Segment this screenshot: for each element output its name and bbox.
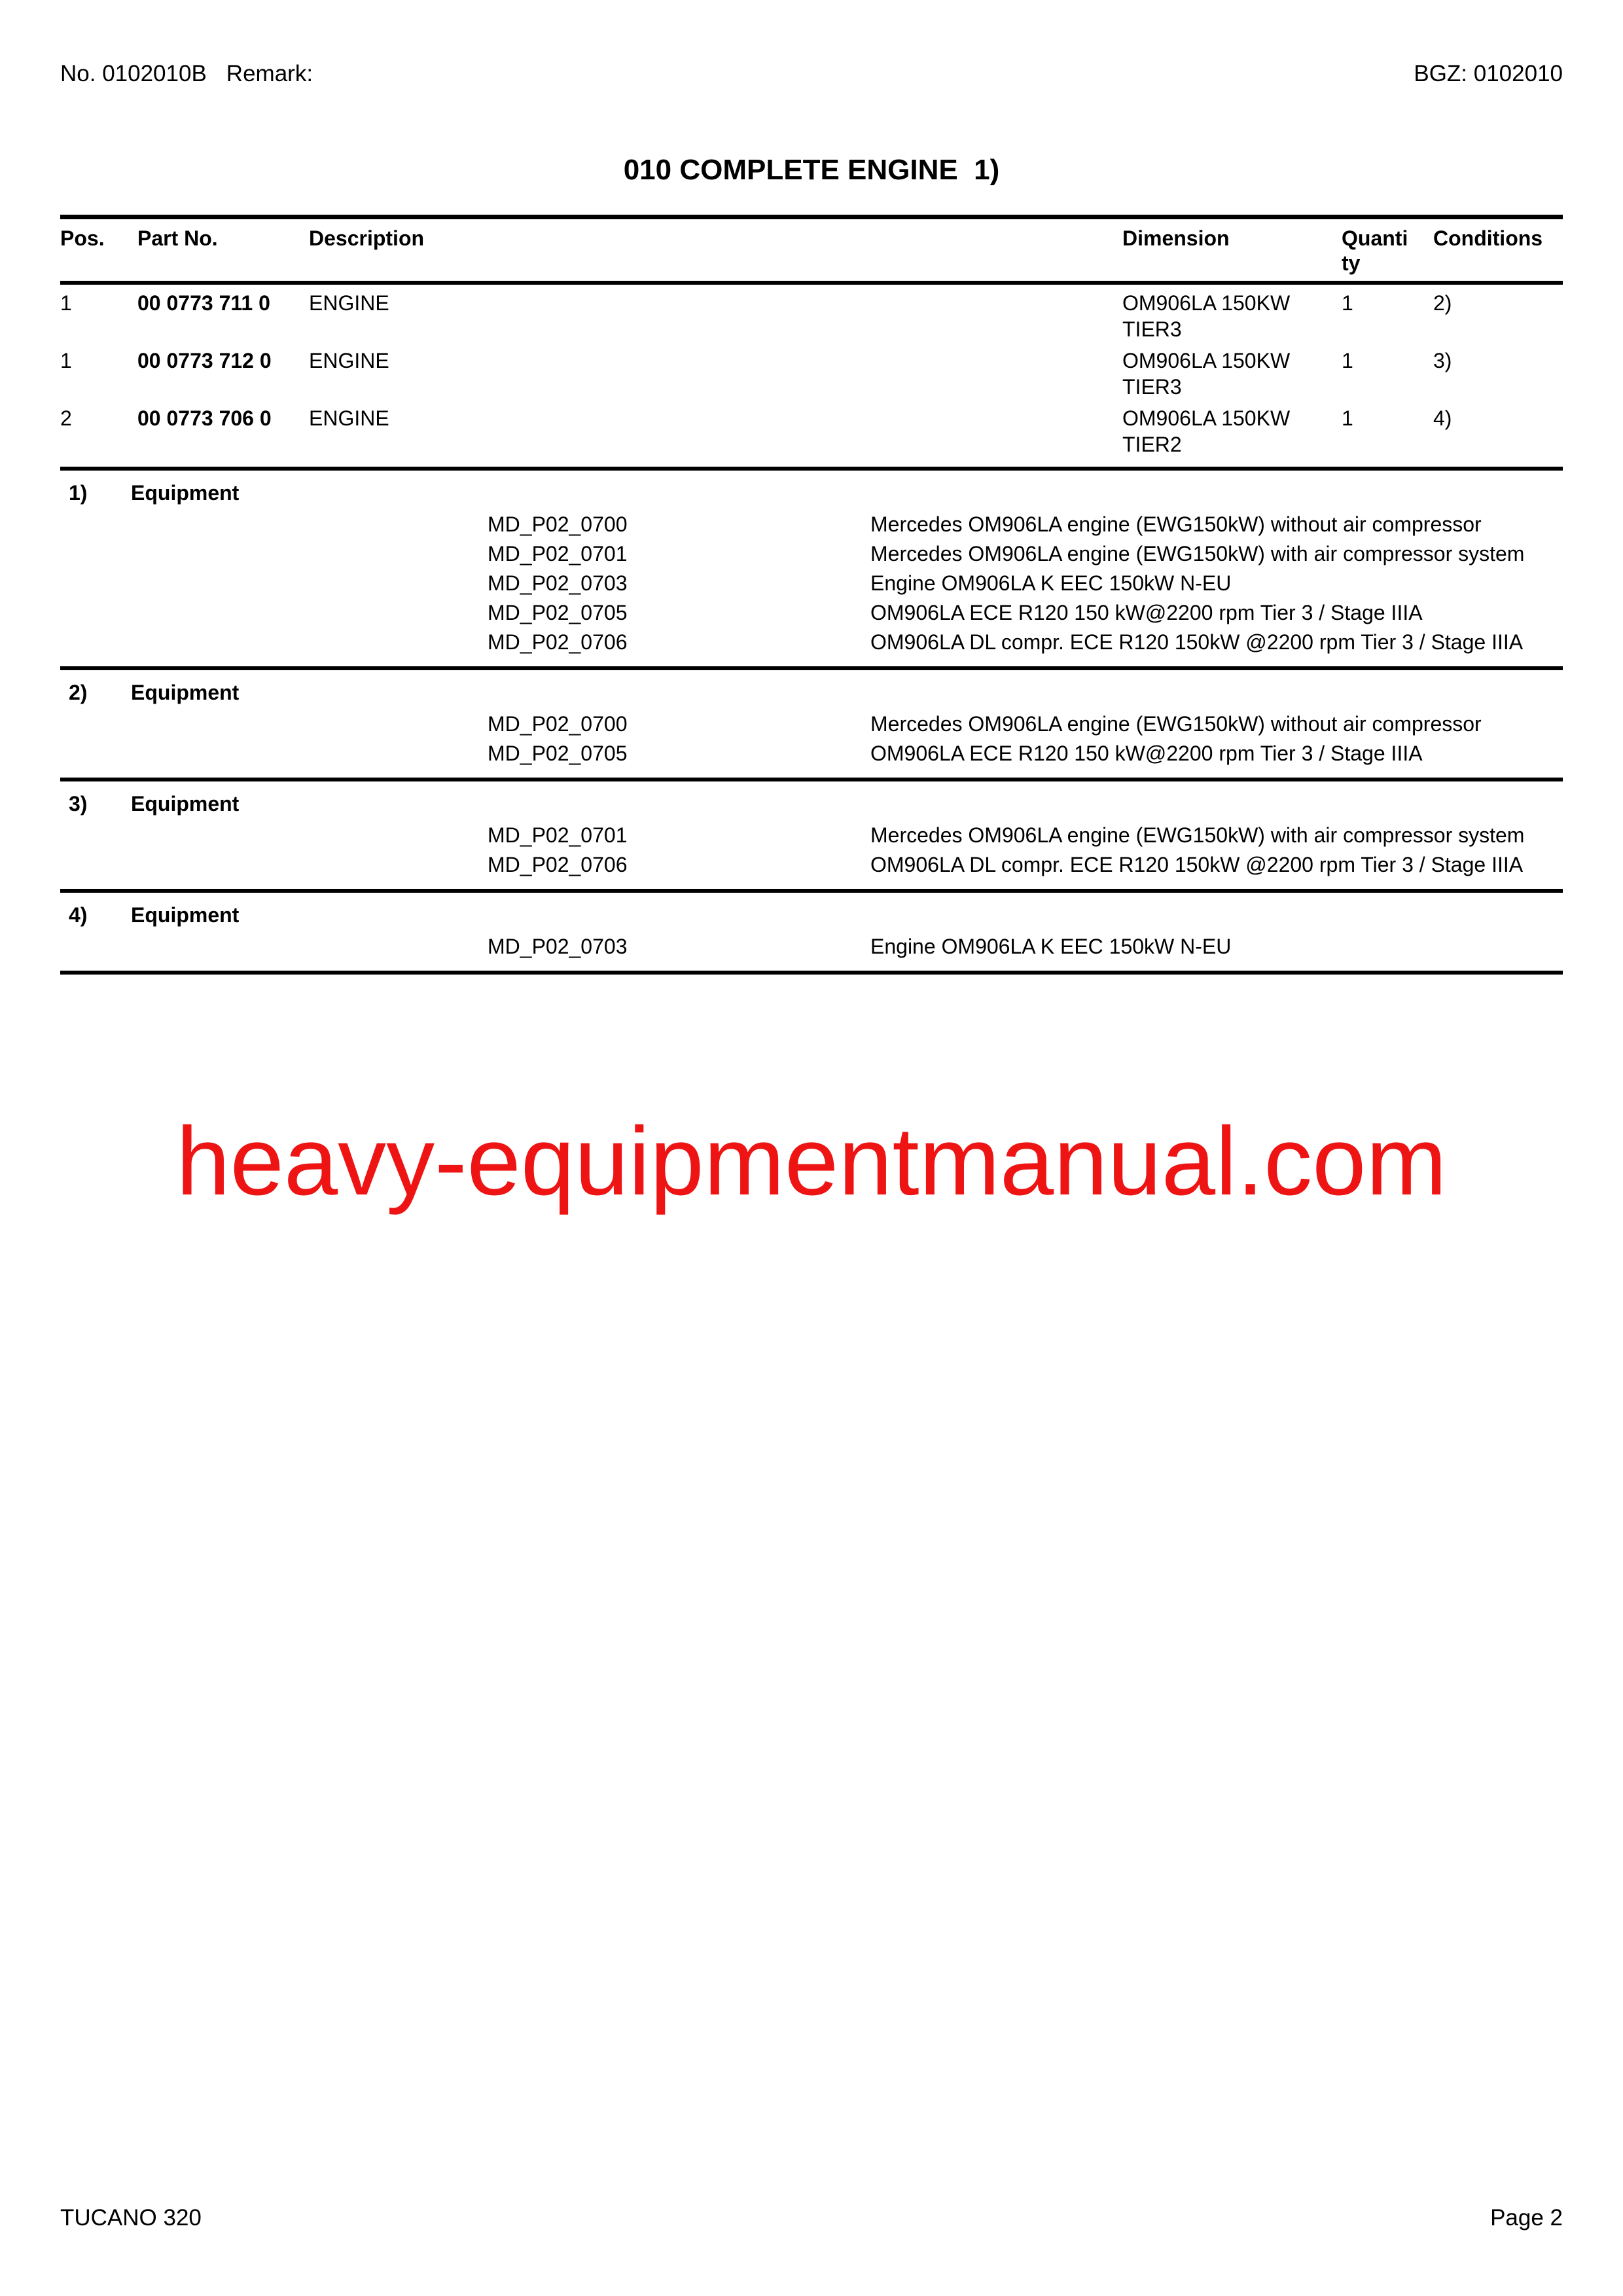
equipment-code: MD_P02_0706: [488, 630, 628, 654]
equipment-description: Mercedes OM906LA engine (EWG150kW) with air compressor system: [870, 823, 1525, 847]
list-item: [488, 821, 1563, 850]
list-item: [488, 510, 1563, 539]
equipment-section-heading: [60, 902, 1563, 928]
equipment-description: OM906LA DL compr. ECE R120 150kW @2200 rpm Tier 3 / Stage IIIA: [870, 853, 1524, 876]
equipment-code: MD_P02_0703: [488, 571, 628, 595]
cell-part-no: 00 0773 711 0: [137, 291, 270, 315]
cell-conditions: 4): [1433, 406, 1452, 430]
page-title: 010 COMPLETE ENGINE 1): [623, 154, 1000, 186]
cell-pos: 1: [60, 291, 72, 315]
parts-table-header: [60, 219, 1563, 276]
list-item: [488, 709, 1563, 739]
equipment-code: MD_P02_0701: [488, 823, 628, 847]
column-header-part-no: Part No.: [137, 226, 218, 250]
divider: [60, 467, 1563, 471]
divider: [60, 215, 1563, 219]
equipment-description: Mercedes OM906LA engine (EWG150kW) without air compressor: [870, 512, 1482, 536]
list-item: [488, 628, 1563, 657]
document-footer: [60, 2204, 1563, 2232]
footer-page-number: Page 2: [1490, 2205, 1563, 2231]
equipment-description: Engine OM906LA K EEC 150kW N-EU: [870, 935, 1232, 958]
column-header-conditions: Conditions: [1433, 226, 1543, 250]
table-row: [60, 348, 1563, 400]
column-header-description: Description: [309, 226, 425, 250]
equipment-code: MD_P02_0700: [488, 712, 628, 736]
column-header-quantity: Quantity: [1342, 226, 1408, 275]
remark-label: Remark:: [226, 61, 313, 86]
list-item: [488, 850, 1563, 880]
equipment-description: OM906LA DL compr. ECE R120 150kW @2200 rpm Tier 3 / Stage IIIA: [870, 630, 1524, 654]
cell-description: ENGINE: [309, 406, 389, 430]
cell-description: ENGINE: [309, 349, 389, 372]
section-label: Equipment: [131, 681, 240, 704]
cell-conditions: 3): [1433, 349, 1452, 372]
divider: [60, 971, 1563, 975]
list-item: [488, 932, 1563, 961]
equipment-code: MD_P02_0705: [488, 742, 628, 765]
table-row: [60, 290, 1563, 342]
doc-number: No. 0102010B: [60, 61, 207, 86]
cell-description: ENGINE: [309, 291, 389, 315]
parts-table-body: [60, 285, 1563, 457]
equipment-item-list: [488, 709, 1563, 768]
equipment-code: MD_P02_0701: [488, 542, 628, 565]
header-left: [60, 60, 313, 88]
section-label: Equipment: [131, 792, 240, 816]
cell-dimension: OM906LA 150KW TIER3: [1122, 349, 1291, 399]
equipment-section-heading: [60, 791, 1563, 817]
cell-quantity: 1: [1342, 349, 1353, 372]
equipment-item-list: [488, 821, 1563, 880]
document-header: [60, 60, 1563, 88]
footer-model: TUCANO 320: [60, 2205, 202, 2231]
cell-quantity: 1: [1342, 406, 1353, 430]
column-header-dimension: Dimension: [1122, 226, 1230, 250]
equipment-code: MD_P02_0700: [488, 512, 628, 536]
list-item: [488, 598, 1563, 628]
column-header-pos: Pos.: [60, 226, 105, 250]
list-item: [488, 739, 1563, 768]
section-label: Equipment: [131, 481, 240, 505]
equipment-description: OM906LA ECE R120 150 kW@2200 rpm Tier 3 / Stage IIIA: [870, 601, 1423, 624]
equipment-item-list: [488, 510, 1563, 657]
equipment-section-heading: [60, 480, 1563, 506]
watermark-text: heavy-equipmentmanual.com: [176, 1107, 1447, 1215]
table-row: [60, 405, 1563, 457]
section-label: Equipment: [131, 903, 240, 927]
equipment-description: Mercedes OM906LA engine (EWG150kW) without air compressor: [870, 712, 1482, 736]
divider: [60, 889, 1563, 893]
equipment-item-list: [488, 932, 1563, 961]
cell-conditions: 2): [1433, 291, 1452, 315]
equipment-description: OM906LA ECE R120 150 kW@2200 rpm Tier 3 / Stage IIIA: [870, 742, 1423, 765]
list-item: [488, 539, 1563, 569]
section-ref: 1): [69, 481, 88, 505]
cell-pos: 2: [60, 406, 72, 430]
list-item: [488, 569, 1563, 598]
section-ref: 3): [69, 792, 88, 816]
bgz-number: BGZ: 0102010: [1414, 61, 1563, 86]
cell-pos: 1: [60, 349, 72, 372]
cell-dimension: OM906LA 150KW TIER2: [1122, 406, 1291, 456]
equipment-code: MD_P02_0703: [488, 935, 628, 958]
cell-part-no: 00 0773 706 0: [137, 406, 272, 430]
divider: [60, 666, 1563, 670]
equipment-section-heading: [60, 679, 1563, 706]
divider: [60, 778, 1563, 781]
cell-quantity: 1: [1342, 291, 1353, 315]
equipment-code: MD_P02_0705: [488, 601, 628, 624]
equipment-code: MD_P02_0706: [488, 853, 628, 876]
section-ref: 4): [69, 903, 88, 927]
equipment-description: Mercedes OM906LA engine (EWG150kW) with air compressor system: [870, 542, 1525, 565]
cell-dimension: OM906LA 150KW TIER3: [1122, 291, 1291, 341]
section-ref: 2): [69, 681, 88, 704]
equipment-description: Engine OM906LA K EEC 150kW N-EU: [870, 571, 1232, 595]
cell-part-no: 00 0773 712 0: [137, 349, 272, 372]
